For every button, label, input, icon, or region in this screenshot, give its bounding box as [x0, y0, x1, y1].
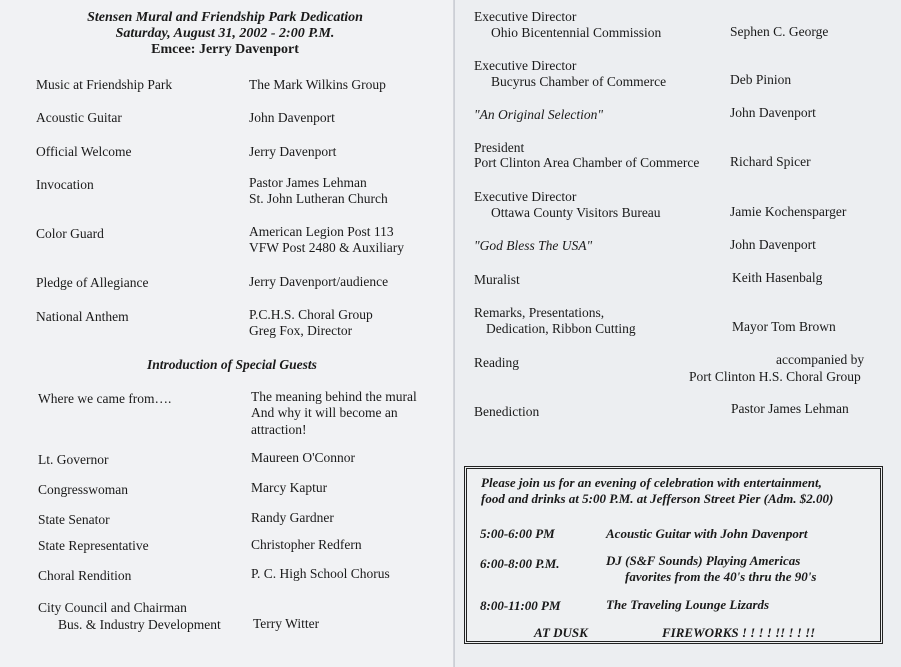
program-item: Invocation	[36, 177, 94, 192]
guest-item: State Senator	[38, 512, 110, 527]
guest-name: Terry Witter	[253, 616, 320, 631]
schedule-event: The Traveling Lounge Lizards	[606, 597, 770, 612]
program-performer: Jerry Davenport/audience	[249, 274, 389, 289]
guest-item: Choral Rendition	[38, 568, 132, 583]
guest-item: Bus. & Industry Development	[58, 617, 221, 632]
guest-item: Where we came from….	[38, 391, 172, 406]
schedule-event: Acoustic Guitar with John Davenport	[606, 526, 808, 541]
program-performer: Greg Fox, Director	[249, 323, 353, 338]
program-item: Pledge of Allegiance	[36, 275, 149, 290]
special-guests-heading: Introduction of Special Guests	[147, 357, 317, 372]
program-performer: Jerry Davenport	[249, 144, 337, 159]
program-item: Dedication, Ribbon Cutting	[486, 321, 636, 336]
invitation-intro: food and drinks at 5:00 P.M. at Jefferson Street Pier (Adm. $2.00)	[481, 491, 834, 506]
schedule-event: DJ (S&F Sounds) Playing Americas	[606, 553, 801, 568]
schedule-time: 6:00-8:00 P.M.	[480, 556, 560, 571]
program-item: "An Original Selection"	[474, 107, 604, 122]
guest-name: Marcy Kaptur	[251, 480, 328, 495]
program-item: Port Clinton Area Chamber of Commerce	[474, 155, 700, 170]
program-item: Reading	[474, 355, 519, 370]
schedule-event: favorites from the 40's thru the 90's	[625, 569, 817, 584]
program-title: Stensen Mural and Friendship Park Dedication	[87, 10, 363, 25]
program-item: President	[474, 140, 525, 155]
program-item: Muralist	[474, 272, 520, 287]
program-item: Ohio Bicentennial Commission	[491, 25, 662, 40]
invitation-intro: Please join us for an evening of celebration with entertainment,	[481, 475, 822, 490]
program-performer: John Davenport	[249, 110, 335, 125]
program-header	[60, 10, 390, 58]
guest-name: Christopher Redfern	[251, 537, 362, 552]
program-performer: P.C.H.S. Choral Group	[249, 307, 373, 322]
evening-invitation-box	[464, 466, 883, 644]
program-item: Executive Director	[474, 9, 577, 24]
program-item: "God Bless The USA"	[474, 238, 593, 253]
program-date: Saturday, August 31, 2002 - 2:00 P.M.	[115, 26, 335, 41]
program-item: Ottawa County Visitors Bureau	[491, 205, 661, 220]
program-item: Acoustic Guitar	[36, 110, 122, 125]
guest-name: The meaning behind the mural	[251, 389, 417, 404]
program-emcee: Emcee: Jerry Davenport	[151, 42, 299, 57]
program-performer: Mayor Tom Brown	[732, 319, 836, 334]
program-item: National Anthem	[36, 309, 129, 324]
program-performer: Pastor James Lehman	[249, 175, 367, 190]
program-performer: John Davenport	[730, 237, 816, 252]
program-performer: Deb Pinion	[730, 72, 792, 87]
program-performer: Port Clinton H.S. Choral Group	[689, 369, 861, 384]
program-performer: Jamie Kochensparger	[730, 204, 847, 219]
program-performer: Keith Hasenbalg	[732, 270, 823, 285]
guest-item: State Representative	[38, 538, 149, 553]
program-item: Remarks, Presentations,	[474, 305, 605, 320]
program-performer: Richard Spicer	[730, 154, 811, 169]
guest-name: attraction!	[251, 422, 307, 437]
finale-event: FIREWORKS ! ! ! ! !! ! ! !!	[662, 625, 816, 640]
guest-item: City Council and Chairman	[38, 600, 187, 615]
guest-item: Congresswoman	[38, 482, 128, 497]
program-item: Official Welcome	[36, 144, 132, 159]
guest-name: Maureen O'Connor	[251, 450, 356, 465]
program-item: Color Guard	[36, 226, 104, 241]
program-performer: Sephen C. George	[730, 24, 829, 39]
program-item: Music at Friendship Park	[36, 77, 173, 92]
program-performer: St. John Lutheran Church	[249, 191, 388, 206]
schedule-time: 8:00-11:00 PM	[480, 598, 561, 613]
guest-name: And why it will become an	[251, 405, 398, 420]
program-item: Benediction	[474, 404, 540, 419]
program-item: Bucyrus Chamber of Commerce	[491, 74, 667, 89]
finale-time: AT DUSK	[534, 625, 588, 640]
program-performer: American Legion Post 113	[249, 224, 394, 239]
schedule-time: 5:00-6:00 PM	[480, 526, 555, 541]
program-item: Executive Director	[474, 58, 577, 73]
guest-name: P. C. High School Chorus	[251, 566, 390, 581]
program-item: Executive Director	[474, 189, 577, 204]
program-performer: accompanied by	[776, 352, 865, 367]
program-performer: Pastor James Lehman	[731, 401, 849, 416]
program-performer: John Davenport	[730, 105, 816, 120]
guest-item: Lt. Governor	[38, 452, 109, 467]
program-performer: VFW Post 2480 & Auxiliary	[249, 240, 405, 255]
guest-name: Randy Gardner	[251, 510, 334, 525]
program-performer: The Mark Wilkins Group	[249, 77, 386, 92]
